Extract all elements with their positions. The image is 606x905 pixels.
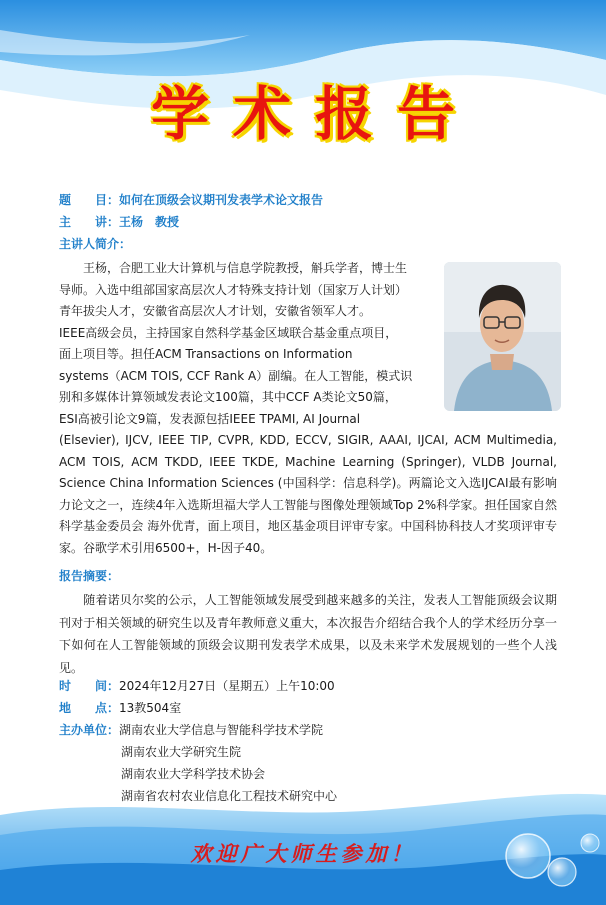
host-item: 湖南农业大学研究生院 bbox=[121, 745, 242, 759]
page-title: 学术报告 bbox=[150, 80, 479, 148]
bio-line: ESI高被引论文9篇，发表源包括IEEE TPAMI, AI Journal bbox=[59, 411, 361, 426]
bio-line: 王杨，合肥工业大计算机与信息学院教授，斛兵学者，博士生 bbox=[59, 261, 408, 275]
time-row bbox=[59, 675, 335, 697]
place-label: 地 点： bbox=[59, 701, 120, 715]
place-row bbox=[59, 697, 181, 719]
place-value: 13教504室 bbox=[119, 701, 182, 715]
bio-line: 别和多媒体计算领域发表论文100篇，其中CCF A类论文50篇， bbox=[59, 390, 397, 404]
bio-line: 青年拔尖人才，安徽省高层次人才计划，安徽省领军人才。 bbox=[59, 304, 372, 318]
host-item: 湖南省农村农业信息化工程技术研究中心 bbox=[121, 789, 338, 803]
bio-label-row bbox=[59, 233, 131, 255]
time-label: 时 间： bbox=[59, 679, 120, 693]
speaker-portrait-icon bbox=[444, 262, 561, 411]
host-item: 湖南农业大学科学技术协会 bbox=[121, 767, 266, 781]
bio-rest: (Elsevier), IJCV, IEEE TIP, CVPR, KDD, ECCV, SIGIR, AAAI, IJCAI, ACM Multimedia, ACM TOIS, ACM TKDD, IEEE TKDE, Machine Learning (Springer), VLDB Journal, Science China Information Sciences (中国科学：信息科学)。两篇论文入选IJCAI最有影响力论文之一，连续4年入选斯坦福大学人工智能与图像处理领域Top 2%科学家。担任国家自然科学基金委员会 海外优青，面上项目，地区基金项目评审专家。中国科协科技人才奖项评审专家。谷歌学术引用6500+，H-因子40。 bbox=[59, 433, 557, 555]
title-area bbox=[0, 74, 606, 164]
topic-row bbox=[59, 189, 323, 211]
bio-line: systems（ACM TOIS, CCF Rank A）副编。在人工智能，模式识 bbox=[59, 368, 413, 383]
host-label: 主办单位： bbox=[59, 723, 120, 737]
abstract-text: 随着诺贝尔奖的公示，人工智能领域发展受到越来越多的关注，发表人工智能顶级会议期刊对于相关领域的研究生以及青年教师意义重大，本次报告介绍结合我个人的学术经历分享一下如何在人工智能领域的顶级会议期刊发表学术成果，以及未来学术发展规划的一些个人浅见。 bbox=[59, 593, 557, 675]
host-item: 湖南农业大学信息与智能科学技术学院 bbox=[119, 723, 324, 737]
speaker-row bbox=[59, 211, 179, 233]
topic-value: 如何在顶级会议期刊发表学术论文报告 bbox=[119, 193, 324, 207]
bio-line: IEEE高级会员，主持国家自然科学基金区域联合基金重点项目， bbox=[59, 325, 398, 340]
bio-label: 主讲人简介： bbox=[59, 237, 132, 251]
speaker-photo bbox=[444, 262, 561, 411]
speaker-value: 王杨 教授 bbox=[119, 215, 180, 229]
time-value: 2024年12月27日（星期五）上午10:00 bbox=[119, 679, 335, 693]
abstract-label: 报告摘要： bbox=[59, 569, 120, 583]
bio-first-block bbox=[59, 258, 439, 430]
host-row bbox=[59, 719, 323, 741]
abstract-label-row bbox=[59, 565, 119, 587]
bio-line: 导师。入选中组部国家高层次人才特殊支持计划（国家万人计划） bbox=[59, 282, 408, 297]
bio-line: 面上项目等。担任ACM Transactions on Information bbox=[59, 347, 353, 361]
speaker-label: 主 讲： bbox=[59, 215, 120, 229]
closing-slogan: 欢迎广大师生参加！ bbox=[190, 841, 416, 866]
topic-label: 题 目： bbox=[59, 193, 120, 207]
